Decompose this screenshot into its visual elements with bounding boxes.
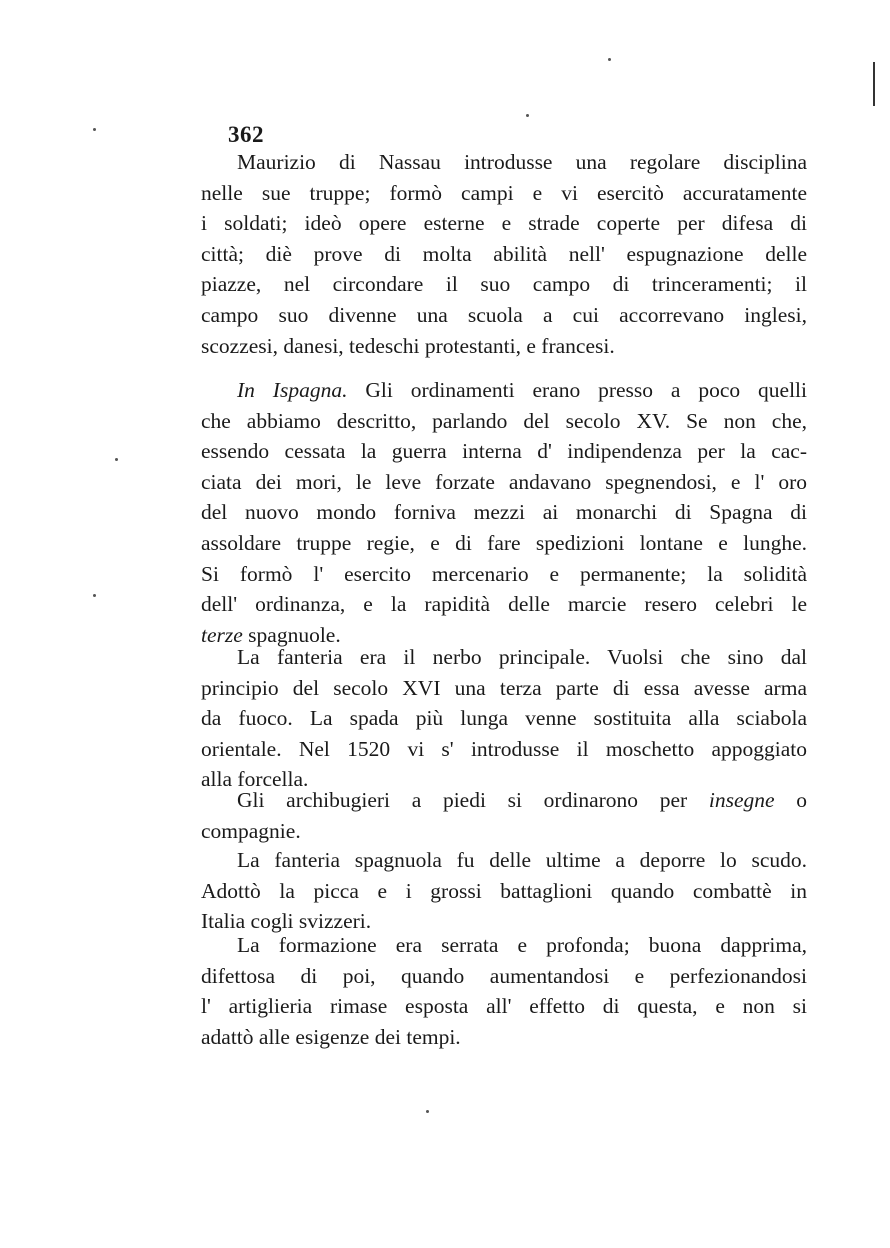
text-line-part: Gli archibugieri a piedi si ordinarono per — [237, 788, 709, 812]
section-heading-italic: In Ispagna. — [237, 378, 348, 402]
text-line: Maurizio di Nassau introdusse una regolare disciplina — [237, 150, 807, 174]
text-line: orientale. Nel 1520 vi s' introdusse il moschetto appoggiato — [201, 736, 807, 761]
paragraph-maurizio — [201, 147, 807, 361]
text-line: Italia cogli svizzeri. — [201, 909, 372, 934]
margin-rule-mark — [873, 62, 875, 106]
text-line: Adottò la picca e i grossi battaglioni quando combattè in — [201, 878, 807, 903]
text-line — [201, 375, 807, 406]
text-line-rest: Gli ordinamenti erano presso a poco quelli — [347, 378, 808, 402]
italic-term: insegne — [708, 788, 775, 812]
ink-speck — [526, 114, 529, 117]
text-line: assoldare truppe regie, e di fare spedizioni lontane e lunghe. — [201, 530, 807, 555]
text-line: campo suo divenne una scuola a cui accorrevano inglesi, — [201, 302, 807, 327]
text-line: principio del secolo XVI una terza parte di essa avesse arma — [201, 675, 807, 700]
paragraph-scudo — [201, 845, 807, 937]
text-line: alla forcella. — [201, 767, 309, 792]
text-line: da fuoco. La spada più lunga venne sostituita alla sciabola — [201, 706, 807, 731]
text-line: dell' ordinanza, e la rapidità delle marcie resero celebri le — [201, 592, 807, 617]
text-line: compagnie. — [201, 818, 301, 843]
paragraph-fanteria — [201, 642, 807, 795]
text-line-rest: spagnuole. — [242, 622, 341, 647]
text-line: nelle sue truppe; formò campi e vi esercitò accuratamente — [201, 180, 807, 205]
text-line: che abbiamo descritto, parlando del secolo XV. Se non che, — [201, 408, 807, 433]
text-line: ciata dei mori, le leve forzate andavano spegnendosi, e l' oro — [201, 469, 807, 494]
text-line: i soldati; ideò opere esterne e strade coperte per difesa di — [201, 211, 807, 236]
paragraph-archibugieri — [201, 785, 807, 846]
ink-speck — [93, 594, 96, 597]
text-line: l' artiglieria rimase esposta all' effetto di questa, e non si — [201, 994, 807, 1019]
text-line: adattò alle esigenze dei tempi. — [201, 1024, 461, 1049]
text-line: La formazione era serrata e profonda; buona dapprima, — [237, 933, 807, 957]
ink-speck — [115, 458, 118, 461]
text-line: La fanteria era il nerbo principale. Vuolsi che sino dal — [237, 645, 807, 669]
text-line: piazze, nel circondare il suo campo di trinceramenti; il — [201, 272, 807, 297]
text-line: scozzesi, danesi, tedeschi protestanti, e francesi. — [201, 333, 615, 358]
text-line: difettosa di poi, quando aumentandosi e perfezionandosi — [201, 963, 807, 988]
ink-speck — [608, 58, 611, 61]
italic-term: terze — [201, 622, 243, 647]
paragraph-spagna — [201, 375, 807, 650]
paragraph-formazione — [201, 930, 807, 1052]
text-line-part: o — [774, 788, 807, 812]
ink-speck — [93, 128, 96, 131]
text-line: Si formò l' esercito mercenario e permanente; la solidità — [201, 561, 807, 586]
ink-speck — [426, 1110, 429, 1113]
page-number: 362 — [228, 122, 264, 147]
text-line: del nuovo mondo forniva mezzi ai monarchi di Spagna di — [201, 500, 807, 525]
text-line: La fanteria spagnuola fu delle ultime a deporre lo scudo. — [237, 848, 807, 872]
text-line — [201, 785, 807, 816]
text-line: essendo cessata la guerra interna d' indipendenza per la cac- — [201, 439, 807, 464]
text-line: città; diè prove di molta abilità nell' espugnazione delle — [201, 241, 807, 266]
